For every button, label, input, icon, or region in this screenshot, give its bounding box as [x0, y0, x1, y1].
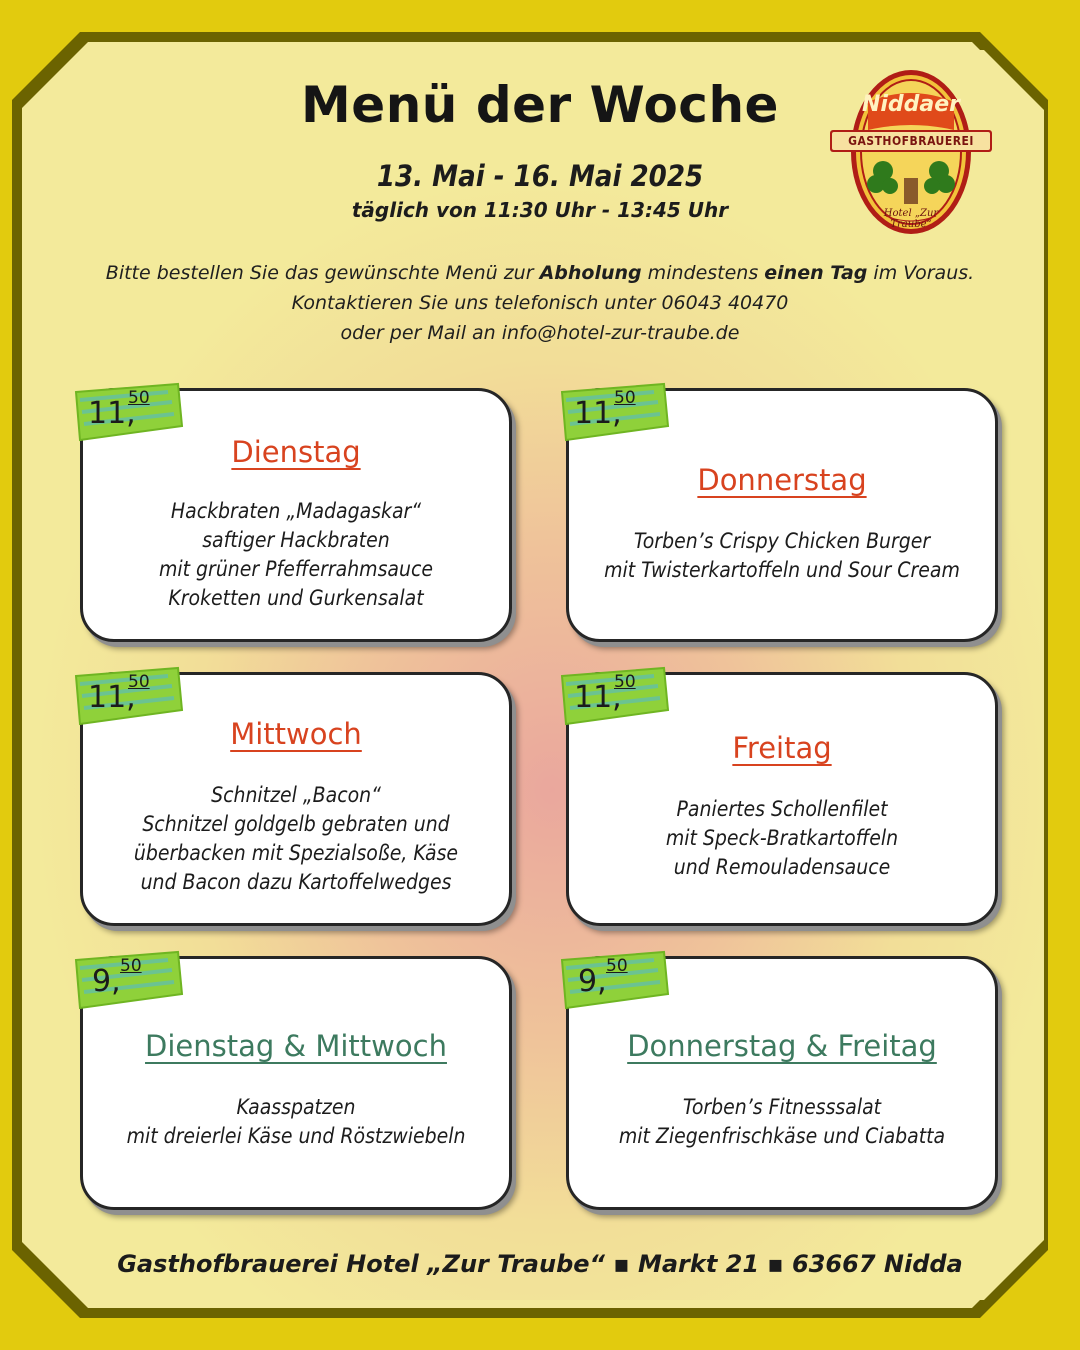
order-info [0, 258, 1080, 348]
menu-card-day: Donnerstag [697, 463, 867, 497]
description-line: Schnitzel goldgelb gebraten und [142, 812, 450, 836]
page-title: Menü der Woche [301, 76, 779, 134]
price-tag [72, 950, 184, 1010]
description-line: Paniertes Schollenfilet [676, 797, 888, 821]
menu-card-description [83, 781, 509, 897]
description-line: Kroketten und Gurkensalat [168, 586, 424, 610]
price-tag [72, 666, 184, 726]
menu-card-day: Dienstag [231, 435, 361, 469]
price-cents: 50 [128, 672, 150, 692]
description-line: mit Twisterkartoffeln und Sour Cream [604, 558, 960, 582]
description-line: überbacken mit Spezialsoße, Käse [133, 841, 459, 865]
price-cents: 50 [614, 388, 636, 408]
price-whole: 11, [88, 396, 136, 431]
footer-address: Gasthofbrauerei Hotel „Zur Traube“ ▪ Markt 21 ▪ 63667 Nidda [117, 1250, 963, 1278]
price-whole: 11, [88, 680, 136, 715]
description-line: und Remouladensauce [673, 855, 891, 879]
menu-card-description [83, 1093, 509, 1151]
description-line: Torben’s Crispy Chicken Burger [633, 529, 931, 553]
price-tag [558, 382, 670, 442]
price-whole: 11, [574, 680, 622, 715]
description-line: mit Ziegenfrischkäse und Ciabatta [618, 1124, 946, 1148]
price-cents: 50 [120, 956, 142, 976]
menu-card-day: Mittwoch [230, 717, 362, 751]
logo-bottom-text: Hotel „Zur Traube“ [883, 208, 939, 230]
price-whole: 9, [92, 964, 121, 999]
description-line: saftiger Hackbraten [202, 528, 390, 552]
price-tag [558, 950, 670, 1010]
description-line: mit dreierlei Käse und Röstzwiebeln [126, 1124, 466, 1148]
menu-card-description [83, 497, 509, 613]
description-line: Kaasspatzen [236, 1095, 356, 1119]
description-line: Schnitzel „Bacon“ [211, 783, 381, 807]
price-tag [72, 382, 184, 442]
brewery-logo [828, 66, 994, 238]
description-line: Hackbraten „Madagaskar“ [170, 499, 422, 523]
menu-card-day: Donnerstag & Freitag [627, 1029, 937, 1063]
price-cents: 50 [614, 672, 636, 692]
menu-card-day: Dienstag & Mittwoch [145, 1029, 447, 1063]
menu-card-description [569, 527, 995, 585]
price-tag [558, 666, 670, 726]
logo-band-text: GASTHOFBRAUEREI [848, 134, 974, 148]
order-info-phone: Kontaktieren Sie uns telefonisch unter 06043 40470 [291, 292, 789, 314]
logo-top-text: Niddaer [861, 92, 961, 117]
price-cents: 50 [128, 388, 150, 408]
price-cents: 50 [606, 956, 628, 976]
menu-dates: 13. Mai - 16. Mai 2025 [376, 159, 704, 193]
menu-card-day: Freitag [732, 731, 832, 765]
description-line: und Bacon dazu Kartoffelwedges [140, 870, 452, 894]
menu-hours: täglich von 11:30 Uhr - 13:45 Uhr [351, 198, 729, 222]
price-whole: 11, [574, 396, 622, 431]
order-info-mail: oder per Mail an info@hotel-zur-traube.de [340, 322, 740, 344]
order-info-line-1: Bitte bestellen Sie das gewünschte Menü zur Abholung mindestens einen Tag im Voraus. [105, 262, 975, 284]
price-whole: 9, [578, 964, 607, 999]
description-line: mit Speck-Bratkartoffeln [665, 826, 899, 850]
description-line: Torben’s Fitnesssalat [682, 1095, 882, 1119]
description-line: mit grüner Pfefferrahmsauce [159, 557, 433, 581]
menu-card-description [569, 1093, 995, 1151]
menu-card-description [569, 795, 995, 882]
